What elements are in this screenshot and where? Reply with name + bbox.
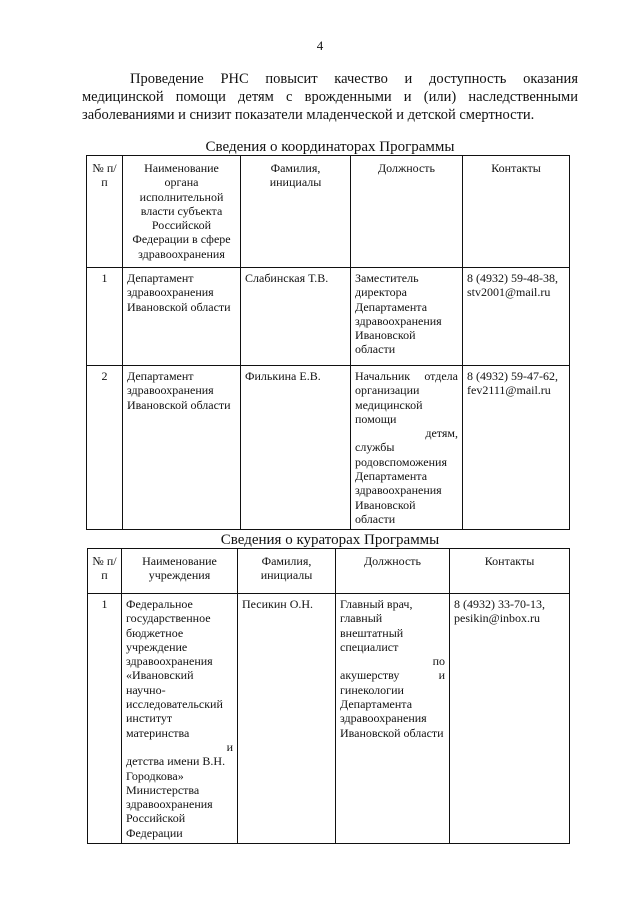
row-organ: Департамент здравоохранения Ивановской области [123,366,241,530]
position-line [340,668,445,682]
row-position [351,366,463,530]
table-header-row [88,549,570,594]
row-position: Заместитель директора Департамента здравоохранения Ивановской области [351,268,463,366]
position-line [340,654,445,668]
row-contacts [450,594,570,844]
organ-part: Федеральное государственное бюджетное учреждение здравоохранения «Ивановский научно-исследовательский институт материнства [126,597,223,740]
position-part: Начальник отдела организации медицинской помощи [355,369,458,426]
table-row [88,594,570,844]
header-contacts: Контакты [450,549,570,594]
header-organ: Наименование органа исполнительной власти субъекта Российской Федерации в сфере здравоохранения [123,156,241,268]
header-num: № п/п [87,156,123,268]
row-contacts [463,268,570,366]
organ-part: детства имени В.Н. Городкова» Министерства здравоохранения Российской Федерации [126,754,226,840]
header-organ: Наименование учреждения [122,549,238,594]
contact-phone: 8 (4932) 59-48-38, [467,271,558,285]
contact-email[interactable]: pesikin@inbox.ru [454,611,541,626]
page-number: 4 [316,38,324,53]
position-part: гинекологии Департамента здравоохранения Ивановской области [340,682,444,740]
row-name: Филькина Е.В. [241,366,351,530]
row-num: 2 [87,366,123,530]
row-contacts [463,366,570,530]
organ-part: и [226,739,233,754]
header-position: Должность [351,156,463,268]
table-row [87,268,570,366]
contact-email[interactable]: fev2111@mail.ru [467,383,551,398]
contact-phone: 8 (4932) 59-47-62, [467,369,558,383]
row-num: 1 [87,268,123,366]
curators-caption: Сведения о кураторах Программы [220,532,440,548]
row-organ [122,594,238,844]
header-contacts: Контакты [463,156,570,268]
row-num: 1 [88,594,122,844]
header-position: Должность [336,549,450,594]
contact-email[interactable]: stv2001@mail.ru [467,285,551,300]
header-name: Фамилия, инициалы [238,549,336,594]
coordinators-caption: Сведения о координаторах Программы [205,139,455,155]
table-header-row [87,156,570,268]
position-part: и [438,668,445,683]
header-num: № п/п [88,549,122,594]
intro-paragraph: Проведение РНС повысит качество и доступность оказания медицинской помощи детям с врожденными и (или) наследственными заболеваниями и снизит показатели младенческой и детской смертности. [82,71,578,123]
table-row [87,366,570,530]
row-position [336,594,450,844]
header-name: Фамилия, инициалы [241,156,351,268]
position-part: службы родовспоможения Департамента здравоохранения Ивановской области [355,440,447,526]
row-name: Слабинская Т.В. [241,268,351,366]
position-part: детям, [425,426,458,441]
coordinators-table [86,155,570,530]
curators-table [87,548,570,844]
position-part: Главный врач, главный внештатный специалист [340,597,413,654]
position-part: акушерству [340,668,400,683]
row-name: Песикин О.Н. [238,594,336,844]
row-organ: Департамент здравоохранения Ивановской области [123,268,241,366]
contact-phone: 8 (4932) 33-70-13, [454,597,545,611]
position-part: по [432,654,445,669]
